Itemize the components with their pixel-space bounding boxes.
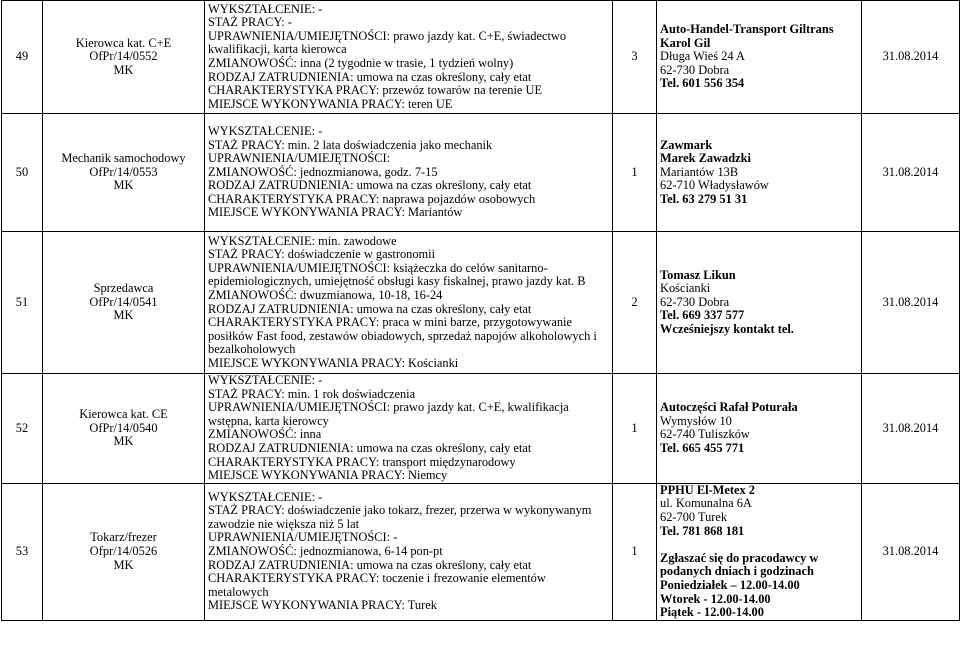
requirement-employment: RODZAJ ZATRUDNIENIA: umowa na czas określony, cały etat xyxy=(208,301,532,316)
requirement-shift: ZMIANOWOŚĆ: inna xyxy=(208,427,322,442)
position-title: Kierowca kat. C+E xyxy=(75,35,172,50)
requirement-characteristics: CHARAKTERYSTYKA PRACY: przewóz towarów na terenie UE xyxy=(208,83,543,98)
requirement-education: WYKSZTAŁCENIE: - xyxy=(208,489,323,504)
employer-line: Karol Gil xyxy=(660,35,711,50)
valid-until-date: 31.08.2014 xyxy=(862,232,960,374)
employer-line: Wcześniejszy kontakt tel. xyxy=(660,321,794,336)
requirement-qualifications: UPRAWNIENIA/UMIEJĘTNOŚCI: prawo jazdy kat. C+E, kwalifikacja wstępna, karta kierowcy xyxy=(208,400,569,428)
requirements-cell xyxy=(205,374,613,484)
employer-line: Zawmark xyxy=(660,137,713,152)
requirement-experience: STAŻ PRACY: doświadczenie w gastronomii xyxy=(208,247,436,262)
employer-line: Długa Wieś 24 A xyxy=(660,49,745,64)
office-code: MK xyxy=(113,308,134,323)
office-code: MK xyxy=(113,178,134,193)
requirements-cell xyxy=(205,114,613,232)
requirement-place: MIEJSCE WYKONYWANIA PRACY: Mariantów xyxy=(208,205,463,220)
requirement-education: WYKSZTAŁCENIE: - xyxy=(208,123,323,138)
employer-line: PPHU El-Metex 2 xyxy=(660,482,755,497)
employer-line: Poniedziałek – 12.00-14.00 xyxy=(660,577,800,592)
requirement-shift: ZMIANOWOŚĆ: jednozmianowa, 6-14 pon-pt xyxy=(208,543,443,558)
employer-line: Piątek - 12.00-14.00 xyxy=(660,605,764,620)
offer-code: OfPr/14/0540 xyxy=(89,420,158,435)
position-cell xyxy=(43,374,205,484)
requirement-characteristics: CHARAKTERYSTYKA PRACY: transport międzynarodowy xyxy=(208,454,516,469)
requirement-experience: STAŻ PRACY: min. 1 rok doświadczenia xyxy=(208,386,416,401)
office-code: MK xyxy=(113,434,134,449)
valid-until-date: 31.08.2014 xyxy=(862,114,960,232)
requirement-employment: RODZAJ ZATRUDNIENIA: umowa na czas określony, cały etat xyxy=(208,178,532,193)
employer-line: Tel. 669 337 577 xyxy=(660,308,745,323)
requirement-place: MIEJSCE WYKONYWANIA PRACY: teren UE xyxy=(208,96,453,111)
requirement-experience: STAŻ PRACY: - xyxy=(208,15,292,30)
requirement-education: WYKSZTAŁCENIE: min. zawodowe xyxy=(208,233,397,248)
requirement-education: WYKSZTAŁCENIE: - xyxy=(208,1,323,16)
office-code: MK xyxy=(113,557,134,572)
requirement-shift: ZMIANOWOŚĆ: dwuzmianowa, 10-18, 16-24 xyxy=(208,287,443,302)
position-title: Kierowca kat. CE xyxy=(79,406,168,421)
employer-cell xyxy=(657,374,862,484)
requirement-shift: ZMIANOWOŚĆ: jednozmianowa, godz. 7-15 xyxy=(208,164,438,179)
requirement-qualifications: UPRAWNIENIA/UMIEJĘTNOŚCI: xyxy=(208,151,391,166)
offer-number: 50 xyxy=(2,114,43,232)
requirement-qualifications: UPRAWNIENIA/UMIEJĘTNOŚCI: prawo jazdy kat. C+E, świadectwo kwalifikacji, karta kierowca xyxy=(208,28,567,57)
employer-line: 62-710 Władysławów xyxy=(660,178,769,193)
table-row xyxy=(2,374,960,484)
position-title: Mechanik samochodowy xyxy=(61,151,186,166)
vacancy-count: 2 xyxy=(613,232,657,374)
requirement-place: MIEJSCE WYKONYWANIA PRACY: Turek xyxy=(208,598,437,613)
employer-line: 62-740 Tuliszków xyxy=(660,427,750,442)
requirements-cell xyxy=(205,1,613,114)
employer-line: Zgłaszać się do pracodawcy w podanych dniach i godzinach xyxy=(660,550,819,579)
valid-until-date: 31.08.2014 xyxy=(862,374,960,484)
position-cell xyxy=(43,232,205,374)
employer-line: 62-700 Turek xyxy=(660,509,728,524)
offer-code: OfPr/14/0541 xyxy=(89,294,158,309)
employer-line: ul. Komunalna 6A xyxy=(660,496,752,511)
employer-line: 62-730 Dobra xyxy=(660,62,730,77)
requirement-experience: STAŻ PRACY: min. 2 lata doświadczenia jako mechanik xyxy=(208,137,493,152)
requirement-qualifications: UPRAWNIENIA/UMIEJĘTNOŚCI: książeczka do celów sanitarno-epidemiologicznych, umiejętność obsługi kasy fiskalnej, prawo jazdy kat. B xyxy=(208,260,586,289)
employer-line xyxy=(660,538,858,552)
employer-line: Tomasz Likun xyxy=(660,267,736,282)
valid-until-date: 31.08.2014 xyxy=(862,1,960,114)
offer-code: OfPr/14/0552 xyxy=(89,49,158,64)
requirement-qualifications: UPRAWNIENIA/UMIEJĘTNOŚCI: - xyxy=(208,530,398,545)
requirement-characteristics: CHARAKTERYSTYKA PRACY: toczenie i frezowanie elementów metalowych xyxy=(208,571,546,599)
employer-line: 62-730 Dobra xyxy=(660,294,730,309)
position-cell xyxy=(43,483,205,620)
employer-cell xyxy=(657,1,862,114)
vacancy-count: 1 xyxy=(613,374,657,484)
employer-line: Wymysłów 10 xyxy=(660,413,732,428)
employer-cell xyxy=(657,483,862,620)
requirement-characteristics: CHARAKTERYSTYKA PRACY: naprawa pojazdów osobowych xyxy=(208,191,536,206)
vacancy-count: 1 xyxy=(613,114,657,232)
requirement-employment: RODZAJ ZATRUDNIENIA: umowa na czas określony, cały etat xyxy=(208,557,532,572)
requirement-characteristics: CHARAKTERYSTYKA PRACY: praca w mini barze, przygotowywanie posiłków Fast food, zestawów obiadowych, sprzedaż napojów alkoholowych i bezalkoholowych xyxy=(208,315,597,357)
requirement-place: MIEJSCE WYKONYWANIA PRACY: Niemcy xyxy=(208,468,448,483)
offer-code: OfPr/14/0553 xyxy=(89,164,158,179)
vacancy-count: 1 xyxy=(613,483,657,620)
table-row xyxy=(2,483,960,620)
offer-code: Ofpr/14/0526 xyxy=(89,543,158,558)
requirements-cell xyxy=(205,483,613,620)
table-row xyxy=(2,114,960,232)
employer-line: Tel. 601 556 354 xyxy=(660,76,745,91)
table-row xyxy=(2,232,960,374)
office-code: MK xyxy=(113,62,134,77)
employer-line: Tel. 781 868 181 xyxy=(660,523,745,538)
employer-line: Wtorek - 12.00-14.00 xyxy=(660,591,771,606)
valid-until-date: 31.08.2014 xyxy=(862,483,960,620)
requirement-shift: ZMIANOWOŚĆ: inna (2 tygodnie w trasie, 1 tydzień wolny) xyxy=(208,56,514,70)
requirement-place: MIEJSCE WYKONYWANIA PRACY: Kościanki xyxy=(208,355,459,370)
employer-line: Auto-Handel-Transport Giltrans xyxy=(660,22,834,37)
employer-cell xyxy=(657,114,862,232)
requirement-employment: RODZAJ ZATRUDNIENIA: umowa na czas określony, cały etat xyxy=(208,440,532,455)
requirements-cell xyxy=(205,232,613,374)
position-cell xyxy=(43,1,205,114)
employer-line: Tel. 665 455 771 xyxy=(660,440,745,455)
requirement-education: WYKSZTAŁCENIE: - xyxy=(208,373,323,387)
employer-cell xyxy=(657,232,862,374)
position-cell xyxy=(43,114,205,232)
position-title: Sprzedawca xyxy=(93,281,154,296)
employer-line: Kościanki xyxy=(660,281,711,296)
vacancy-count: 3 xyxy=(613,1,657,114)
offer-number: 51 xyxy=(2,232,43,374)
position-title: Tokarz/frezer xyxy=(90,530,157,545)
offer-number: 52 xyxy=(2,374,43,484)
employer-line: Marek Zawadzki xyxy=(660,151,751,166)
offer-number: 49 xyxy=(2,1,43,114)
employer-line: Autoczęści Rafał Poturała xyxy=(660,400,798,415)
table-row xyxy=(2,1,960,114)
job-offers-table xyxy=(1,0,960,621)
requirement-experience: STAŻ PRACY: doświadczenie jako tokarz, frezer, przerwa w wykonywanym zawodzie nie większa niż 5 lat xyxy=(208,503,592,531)
employer-line: Tel. 63 279 51 31 xyxy=(660,191,748,206)
employer-line: Mariantów 13B xyxy=(660,164,739,179)
offer-number: 53 xyxy=(2,483,43,620)
requirement-employment: RODZAJ ZATRUDNIENIA: umowa na czas określony, cały etat xyxy=(208,69,532,84)
